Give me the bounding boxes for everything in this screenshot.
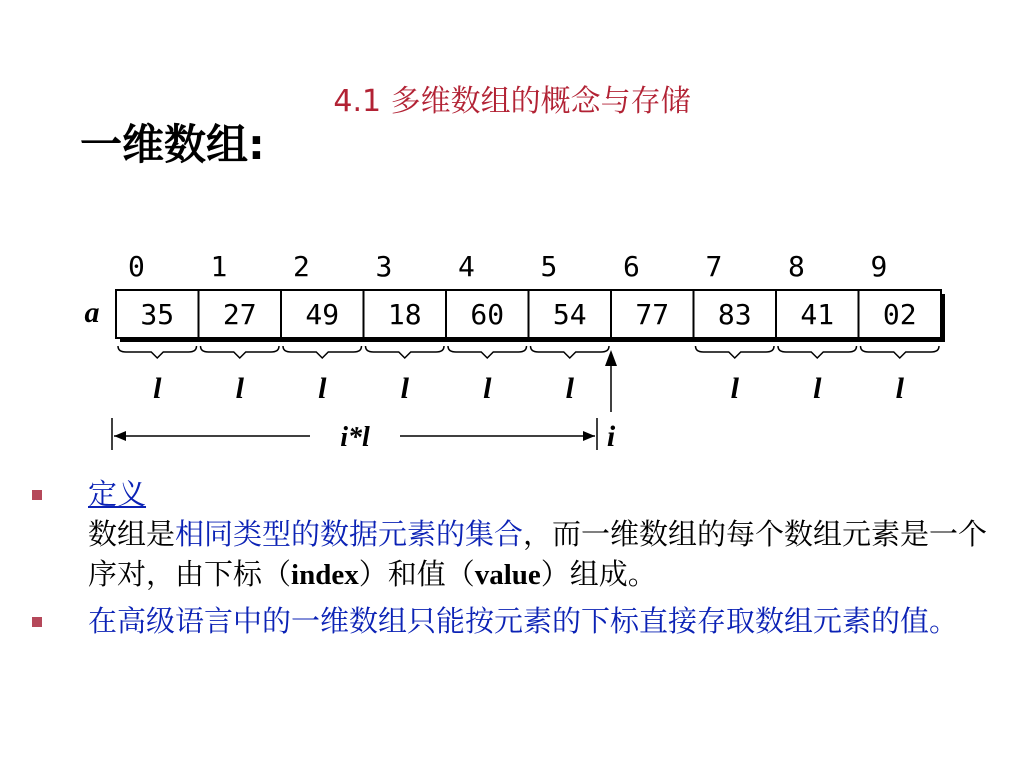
element-brace <box>118 346 197 358</box>
element-length-label: l <box>895 372 904 405</box>
access-bullet <box>28 601 988 641</box>
index-label: 3 <box>375 250 393 283</box>
index-labels <box>128 250 887 283</box>
section-heading: 一维数组: <box>80 120 265 169</box>
array-name-label: a <box>84 296 100 329</box>
cell-value: 54 <box>552 298 587 331</box>
length-labels <box>153 372 905 405</box>
definition-prefix: 数组是 <box>88 517 176 551</box>
element-length-label: l <box>483 372 492 405</box>
cell-value: 35 <box>140 298 175 331</box>
offset-label: i*l <box>340 422 370 453</box>
element-length-label: l <box>318 372 327 405</box>
offset-arrow-right <box>583 431 595 441</box>
index-label: 4 <box>458 250 475 283</box>
cell-value: 83 <box>717 298 752 331</box>
element-length-label: l <box>400 372 409 405</box>
element-brace <box>283 346 362 358</box>
cell-value: 77 <box>635 298 670 331</box>
pointer-label: i <box>606 420 616 453</box>
element-brace <box>448 346 527 358</box>
access-note-text: 在高级语言中的一维数组只能按元素的下标直接存取数组元素的值。 <box>88 604 959 638</box>
element-length-label: l <box>565 372 574 405</box>
length-braces <box>118 346 939 358</box>
bullet-marker <box>32 490 42 500</box>
element-brace <box>778 346 857 358</box>
index-label: 5 <box>540 250 558 283</box>
index-label: 9 <box>870 250 888 283</box>
element-length-label: l <box>730 372 739 405</box>
cell-value: 49 <box>305 298 340 331</box>
cell-value: 02 <box>882 298 917 331</box>
element-brace <box>366 346 445 358</box>
element-length-label: l <box>235 372 244 405</box>
slide-title: 4.1 多维数组的概念与存储 <box>333 84 691 119</box>
cell-value: 60 <box>470 298 505 331</box>
definition-value-word: value <box>474 559 541 591</box>
element-length-label: l <box>813 372 822 405</box>
definition-index-word: index <box>291 559 359 591</box>
cell-value: 18 <box>387 298 422 331</box>
definition-text <box>88 514 988 595</box>
index-label: 7 <box>705 250 723 283</box>
array-cells <box>116 290 945 342</box>
element-brace <box>861 346 940 358</box>
definition-after-index: ）和值（ <box>358 557 475 591</box>
bullet-list <box>28 474 988 647</box>
index-label: 8 <box>788 250 805 283</box>
pointer-arrow-head <box>605 350 617 366</box>
element-brace <box>531 346 610 358</box>
element-length-label: l <box>153 372 162 405</box>
cell-value: 27 <box>222 298 257 331</box>
element-brace <box>201 346 280 358</box>
index-label: 1 <box>210 250 228 283</box>
array-diagram <box>70 240 950 460</box>
definition-middle: ，而一维数组的每个数组元素是一个序对，由下标（ <box>88 517 988 591</box>
index-label: 0 <box>128 250 145 283</box>
offset-arrow-left <box>114 431 126 441</box>
definition-end: ）组成。 <box>540 557 657 591</box>
offset-dimension <box>112 418 597 453</box>
definition-bullet <box>28 474 988 595</box>
cell-value: 41 <box>800 298 835 331</box>
element-brace <box>696 346 775 358</box>
index-label: 6 <box>623 250 640 283</box>
index-label: 2 <box>293 250 310 283</box>
pointer-group <box>605 350 617 453</box>
definition-heading: 定义 <box>88 477 147 511</box>
bullet-marker <box>32 617 42 627</box>
definition-highlight: 相同类型的数据元素的集合 <box>175 517 524 551</box>
